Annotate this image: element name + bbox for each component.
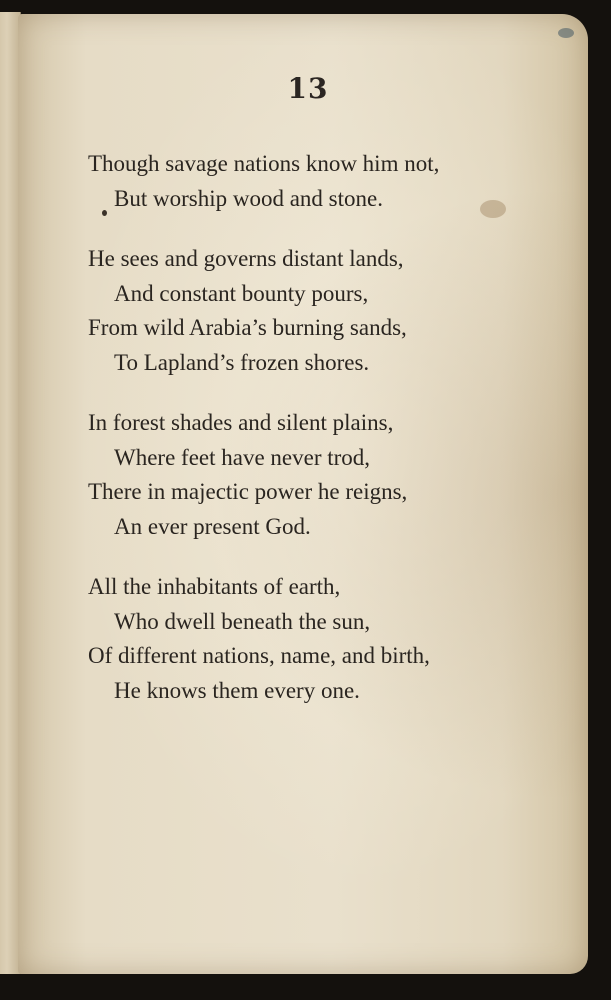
poem-line: Though savage nations know him not,: [88, 151, 440, 176]
poem-line: Of different nations, name, and birth,: [88, 643, 430, 668]
poem-line: He knows them every one.: [114, 677, 360, 703]
poem-line: In forest shades and silent plains,: [88, 410, 394, 435]
page-number: 13: [287, 72, 329, 105]
poem-line: From wild Arabia’s burning sands,: [88, 315, 407, 340]
poem-line: But worship wood and stone.: [114, 185, 383, 211]
poem-line: And constant bounty pours,: [114, 280, 369, 306]
poem-line: To Lapland’s frozen shores.: [114, 349, 370, 375]
book-page: [18, 14, 588, 974]
poem-line: There in majectic power he reigns,: [88, 479, 408, 504]
paper-stain: [558, 28, 574, 38]
stanza: [88, 570, 558, 708]
stanza: [88, 406, 558, 544]
poem-line: An ever present God.: [114, 513, 311, 539]
poem-line: He sees and governs distant lands,: [88, 246, 404, 271]
stanza: [88, 242, 558, 380]
poem: [88, 147, 558, 734]
poem-line: Where feet have never trod,: [114, 444, 371, 470]
stanza: [88, 147, 558, 216]
poem-line: Who dwell beneath the sun,: [114, 608, 371, 634]
poem-line: All the inhabitants of earth,: [88, 574, 341, 599]
